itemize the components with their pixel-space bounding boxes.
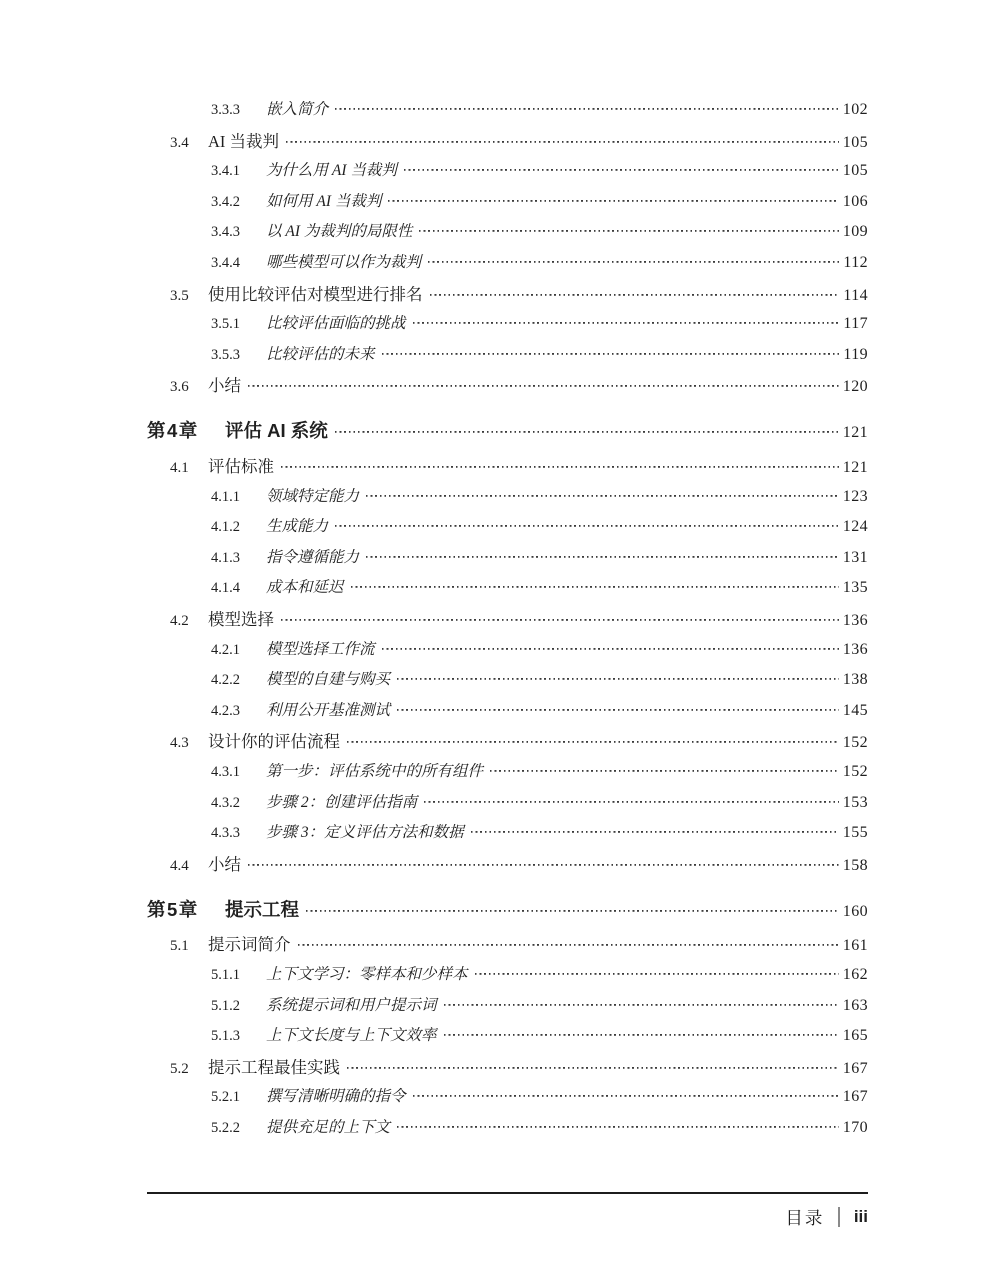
- toc-entry: [147, 667, 868, 698]
- toc-entry-page: 136: [842, 612, 868, 629]
- dot-leader: [397, 678, 839, 684]
- toc-entry-page: 121: [842, 459, 868, 477]
- toc-entry-page: 105: [842, 133, 868, 151]
- toc-entry-page: 145: [842, 701, 868, 719]
- toc-entry: [147, 281, 868, 312]
- toc-entry-title: 哪些模型可以作为裁判: [266, 253, 422, 271]
- toc-entry-title: 上下文学习：零样本和少样本: [266, 966, 468, 984]
- footer-separator: [838, 1207, 840, 1227]
- toc-entry: [147, 545, 868, 576]
- dot-leader: [382, 353, 840, 359]
- toc-entry: [147, 417, 868, 448]
- toc-entry-number: 5.1.1: [211, 967, 240, 984]
- toc-entry-number: 4.1: [170, 460, 189, 477]
- toc-entry: [147, 790, 868, 821]
- toc-entry-number: 3.4.4: [211, 254, 240, 271]
- toc-entry-number: 3.4: [170, 134, 189, 151]
- dot-leader: [444, 1004, 839, 1010]
- toc-entry: [147, 1054, 868, 1085]
- footer-section-label: 目录: [785, 1207, 825, 1228]
- toc-entry-number: 3.6: [170, 379, 189, 396]
- dot-leader: [298, 944, 839, 950]
- toc-entry-page: 162: [842, 966, 868, 984]
- toc-entry-number: 3.5: [170, 287, 189, 304]
- toc-entry-page: 165: [842, 1027, 868, 1045]
- toc-entry-number: 4.2.2: [211, 672, 240, 689]
- toc-entry-page: 120: [842, 378, 868, 396]
- toc-entry-title: 模型的自建与购买: [266, 671, 391, 689]
- toc-entry: [147, 1084, 868, 1115]
- toc-entry: [147, 728, 868, 759]
- dot-leader: [335, 525, 839, 531]
- dot-leader: [347, 1067, 839, 1073]
- toc-entry-title: 成本和延迟: [266, 579, 344, 597]
- toc-entry-number: 4.3.3: [211, 825, 240, 842]
- toc-entry-number: 3.5.3: [211, 346, 240, 363]
- toc-entry-title: 提供充足的上下文: [266, 1119, 391, 1136]
- toc-entry-title: 生成能力: [266, 518, 329, 536]
- toc-entry-page: 102: [842, 101, 868, 118]
- toc-entry-title: 领域特定能力: [266, 487, 360, 505]
- toc-entry-number: 4.1.4: [211, 580, 240, 597]
- dot-leader: [388, 200, 838, 206]
- page-footer: [785, 1204, 868, 1230]
- dot-leader: [335, 108, 839, 114]
- dot-leader: [424, 801, 839, 807]
- toc-entry: [147, 158, 868, 189]
- toc-entry-number: 4.1.2: [211, 519, 240, 536]
- toc-entry-number: 3.5.1: [211, 316, 240, 333]
- toc-entry-title: 上下文长度与上下文效率: [266, 1027, 437, 1045]
- toc-entry: [147, 189, 868, 220]
- table-of-contents: [147, 97, 868, 1146]
- toc-entry: [147, 128, 868, 159]
- dot-leader: [335, 431, 839, 437]
- toc-entry-title: 如何用 AI 当裁判: [266, 192, 382, 210]
- toc-entry-title: 提示工程: [225, 898, 300, 920]
- dot-leader: [397, 709, 839, 715]
- toc-entry: [147, 342, 868, 373]
- footer-rule: [147, 1192, 868, 1194]
- dot-leader: [397, 1126, 839, 1132]
- toc-entry-page: 167: [842, 1059, 868, 1077]
- toc-entry: [147, 514, 868, 545]
- dot-leader: [444, 1034, 839, 1040]
- toc-entry: [147, 1115, 868, 1146]
- toc-entry-title: AI 当裁判: [208, 131, 280, 151]
- toc-entry-number: 3.4.1: [211, 163, 240, 180]
- toc-entry-number: 4.3.1: [211, 763, 240, 780]
- toc-entry-number: 4.1.1: [211, 488, 240, 505]
- dot-leader: [490, 770, 839, 776]
- toc-entry-page: 167: [842, 1088, 868, 1106]
- toc-entry-page: 117: [843, 315, 868, 333]
- toc-entry: [147, 484, 868, 515]
- dot-leader: [351, 586, 839, 592]
- toc-entry: [147, 820, 868, 851]
- toc-entry: [147, 372, 868, 403]
- toc-entry-title: 小结: [208, 376, 241, 396]
- dot-leader: [413, 1095, 839, 1101]
- toc-entry-page: 123: [842, 487, 868, 505]
- toc-entry-number: 5.1: [170, 938, 189, 955]
- toc-entry-number: 5.1.3: [211, 1028, 240, 1045]
- toc-entry-title: 利用公开基准测试: [266, 701, 391, 719]
- toc-entry-page: 131: [842, 548, 868, 566]
- toc-entry: [147, 896, 868, 927]
- dot-leader: [430, 294, 840, 300]
- toc-entry-title: 嵌入简介: [266, 101, 329, 118]
- toc-entry-page: 106: [842, 192, 868, 210]
- toc-entry-number: 5.1.2: [211, 997, 240, 1014]
- dot-leader: [428, 261, 839, 267]
- toc-entry-number: 4.2: [170, 613, 189, 629]
- toc-entry-title: 模型选择工作流: [266, 640, 375, 658]
- dot-leader: [306, 910, 839, 916]
- toc-entry-page: 136: [842, 640, 868, 658]
- toc-entry-title: 指令遵循能力: [266, 548, 360, 566]
- dot-leader: [475, 973, 839, 979]
- toc-entry-page: 124: [842, 518, 868, 536]
- toc-entry-page: 155: [842, 824, 868, 842]
- toc-entry-title: 步骤 2：创建评估指南: [266, 793, 418, 811]
- toc-entry-number: 3.4.2: [211, 193, 240, 210]
- toc-entry: [147, 606, 868, 637]
- toc-entry: [147, 250, 868, 281]
- toc-entry: [147, 219, 868, 250]
- toc-entry-number: 5.2: [170, 1060, 189, 1077]
- toc-entry-number: 3.3.3: [211, 102, 240, 118]
- toc-entry-title: 评估 AI 系统: [225, 420, 328, 442]
- dot-leader: [419, 230, 838, 236]
- toc-entry-number: 4.3: [170, 735, 189, 752]
- dot-leader: [347, 741, 839, 747]
- toc-entry-title: 撰写清晰明确的指令: [266, 1088, 406, 1106]
- toc-entry-number: 4.2.3: [211, 702, 240, 719]
- dot-leader: [248, 864, 839, 870]
- dot-leader: [281, 619, 839, 625]
- toc-entry-title: 比较评估的未来: [266, 345, 375, 363]
- toc-entry-title: 模型选择: [208, 610, 274, 629]
- toc-entry: [147, 962, 868, 993]
- dot-leader: [281, 466, 839, 472]
- toc-entry-page: 121: [842, 424, 868, 442]
- toc-entry: [147, 637, 868, 668]
- toc-entry: [147, 993, 868, 1024]
- toc-entry: [147, 759, 868, 790]
- dot-leader: [471, 831, 839, 837]
- toc-entry-title: 评估标准: [208, 457, 274, 477]
- toc-entry-number: 3.4.3: [211, 224, 240, 241]
- toc-entry-title: 以 AI 为裁判的局限性: [266, 223, 413, 241]
- toc-entry-title: 为什么用 AI 当裁判: [266, 162, 397, 180]
- toc-entry-page: 153: [842, 793, 868, 811]
- dot-leader: [366, 495, 839, 501]
- toc-entry-page: 161: [842, 937, 868, 955]
- toc-entry-number: 4.3.2: [211, 794, 240, 811]
- toc-entry-title: 使用比较评估对模型进行排名: [208, 284, 423, 304]
- dot-leader: [382, 648, 839, 654]
- dot-leader: [366, 556, 839, 562]
- toc-entry-title: 设计你的评估流程: [208, 732, 340, 752]
- toc-entry-title: 步骤 3：定义评估方法和数据: [266, 824, 464, 842]
- toc-entry-title: 系统提示词和用户提示词: [266, 996, 437, 1014]
- toc-entry-page: 109: [842, 223, 868, 241]
- toc-entry-number: 第5章: [147, 898, 199, 920]
- toc-entry-page: 163: [842, 996, 868, 1014]
- toc-entry-page: 158: [842, 856, 868, 874]
- toc-entry-page: 138: [842, 671, 868, 689]
- toc-entry: [147, 698, 868, 729]
- toc-entry-page: 152: [842, 734, 868, 752]
- toc-entry-page: 119: [843, 345, 868, 363]
- toc-entry-page: 170: [842, 1119, 868, 1136]
- toc-entry-title: 提示词简介: [208, 935, 291, 955]
- toc-entry-page: 105: [842, 162, 868, 180]
- toc-entry-number: 第4章: [147, 420, 199, 442]
- toc-entry: [147, 931, 868, 962]
- toc-entry: [147, 1023, 868, 1054]
- toc-entry-page: 114: [843, 286, 868, 304]
- toc-entry-title: 提示工程最佳实践: [208, 1057, 340, 1077]
- toc-entry: [147, 97, 868, 128]
- toc-entry-title: 比较评估面临的挑战: [266, 315, 406, 333]
- dot-leader: [413, 322, 840, 328]
- toc-entry: [147, 851, 868, 882]
- toc-entry-page: 152: [842, 762, 868, 780]
- toc-entry: [147, 311, 868, 342]
- dot-leader: [404, 169, 839, 175]
- toc-entry-number: 5.2.2: [211, 1120, 240, 1136]
- toc-entry-number: 4.2.1: [211, 641, 240, 658]
- toc-entry: [147, 453, 868, 484]
- dot-leader: [248, 385, 839, 391]
- toc-entry-number: 4.4: [170, 857, 189, 874]
- toc-entry-title: 第一步：评估系统中的所有组件: [266, 762, 484, 780]
- footer-page-number: iii: [853, 1207, 868, 1226]
- toc-entry-number: 4.1.3: [211, 549, 240, 566]
- toc-entry-page: 135: [842, 579, 868, 597]
- toc-entry: [147, 575, 868, 606]
- toc-entry-page: 112: [843, 253, 868, 271]
- dot-leader: [286, 141, 839, 147]
- toc-entry-number: 5.2.1: [211, 1089, 240, 1106]
- toc-entry-page: 160: [842, 902, 868, 920]
- toc-entry-title: 小结: [208, 854, 241, 874]
